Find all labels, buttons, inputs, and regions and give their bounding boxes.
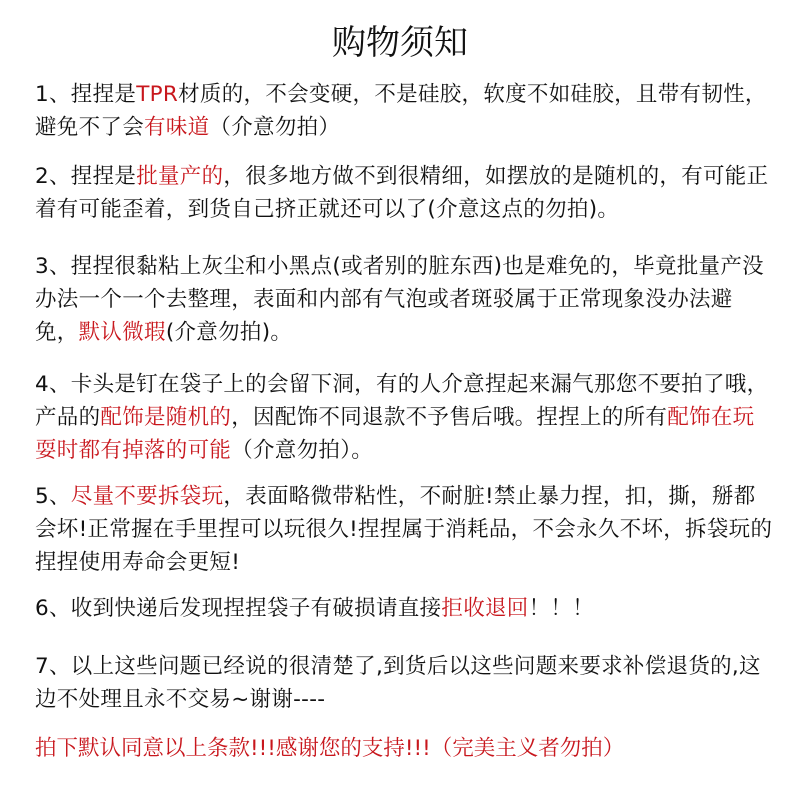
text-segment: 4、卡头是钉在袋子上的会留下洞，有的人介意捏起来漏气那您不要拍了哦，产品的 <box>35 372 769 430</box>
text-segment: ！！！ <box>528 596 594 621</box>
highlight-segment: 尽量不要拆袋玩 <box>70 484 224 509</box>
notice-item-1 <box>35 78 775 144</box>
notice-item-3 <box>35 250 775 349</box>
text-segment: 6、收到快递后发现捏捏袋子有破损请直接 <box>35 596 442 621</box>
text-segment: 1、捏捏是 <box>35 82 137 107</box>
text-segment: 材质的，不会变硬，不是硅胶，软度不如硅胶，且带有韧性，避免不了会 <box>35 82 767 140</box>
notice-item-5 <box>35 480 775 579</box>
highlight-segment: 有味道 <box>144 115 210 140</box>
highlight-segment: 拒收退回 <box>441 596 529 621</box>
highlight-segment: 配饰是随机的 <box>100 405 232 430</box>
highlight-segment: TPR <box>136 82 179 107</box>
highlight-segment: 配饰在玩耍时都有掉落的可能 <box>35 405 755 463</box>
page-title: 购物须知 <box>332 23 468 63</box>
highlight-segment: 批量产的 <box>136 164 224 189</box>
text-segment: （介意勿拍）。 <box>231 438 374 463</box>
footer-notice: 拍下默认同意以上条款!!!感谢您的支持!!!（完美主义者勿拍） <box>35 736 625 761</box>
notice-item-6 <box>35 592 775 625</box>
text-segment: 7、以上这些问题已经说的很清楚了,到货后以这些问题来要求补偿退货的,这边不处理且永不交易~谢谢---- <box>35 654 761 712</box>
text-segment: 3、捏捏很黏粘上灰尘和小黑点(或者别的脏东西)也是难免的，毕竟批量产没办法一个一个去整理，表面和内部有气泡或者斑驳属于正常现象没办法避免， <box>35 254 764 345</box>
text-segment: ，很多地方做不到很精细，如摆放的是随机的，有可能正着有可能歪着，到货自己挤正就还可以了(介意这点的勿拍)。 <box>35 164 769 222</box>
text-segment: 5、 <box>35 484 71 509</box>
text-segment: （介意勿拍） <box>209 115 341 140</box>
notice-item-4 <box>35 368 775 467</box>
text-segment: 2、捏捏是 <box>35 164 137 189</box>
notice-item-2 <box>35 160 775 226</box>
highlight-segment: 默认微瑕 <box>78 320 166 345</box>
text-segment: ，表面略微带粘性，不耐脏!禁止暴力捏，扣，撕，掰都会坏!正常握在手里捏可以玩很久!捏捏属于消耗品，不会永久不坏，拆袋玩的捏捏使用寿命会更短! <box>35 484 773 575</box>
notice-item-7 <box>35 650 775 716</box>
text-segment: ，因配饰不同退款不予售后哦。捏捏上的所有 <box>231 405 668 430</box>
text-segment: (介意勿拍)。 <box>165 320 293 345</box>
